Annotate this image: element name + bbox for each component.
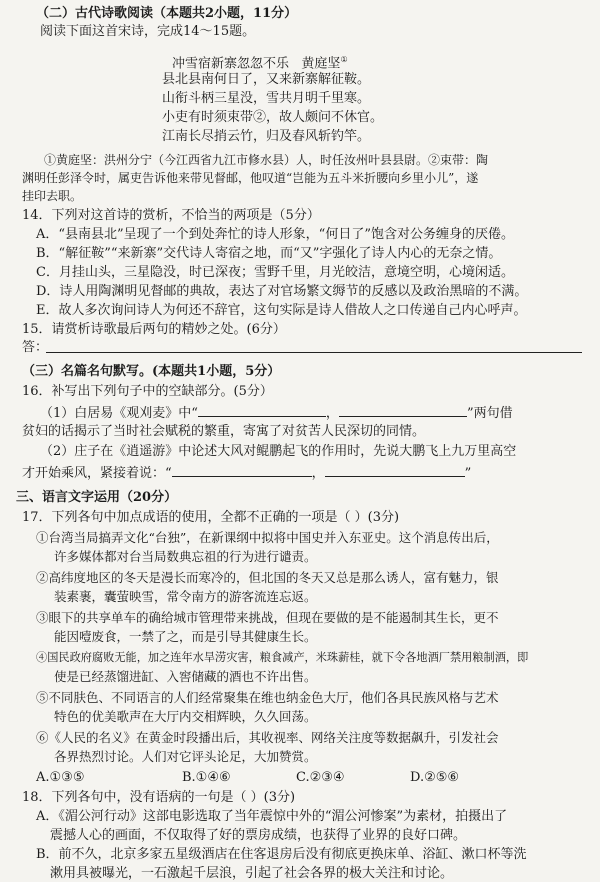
q17-option-a[interactable]: A.①③⑤ — [36, 770, 85, 785]
q16-part-1-line — [40, 404, 513, 422]
q18-option-b-line-1: B．前不久，北京多家五星级酒店在住客退房后没有彻底更换床单、浴缸、漱口杯等洗 — [36, 847, 527, 862]
q16-part-1-suffix: ”两句借 — [466, 406, 513, 421]
q14-option-c: C．月挂山头，三星隐没，时已深夜；雪野千里，月光皎洁，意境空明，心境闲适。 — [36, 265, 514, 280]
poem-title: 冲雪宿新寨忽忽不乐 — [172, 56, 290, 72]
q16-part-1-comma: ， — [325, 406, 339, 421]
poem-line-4: 江南长尽捎云竹，归及春风斩钓竿。 — [162, 129, 371, 144]
q14-option-a: A．“县南县北”呈现了一个到处奔忙的诗人形象，“何日了”饱含对公务缠身的厌倦。 — [36, 227, 514, 242]
poem-note-line-1: ①黄庭坚：洪州分宁（今江西省九江市修水县）人，时任汝州叶县县尉。②束带：陶 — [44, 153, 489, 167]
question-18-stem: 18．下列各句中，没有语病的一句是（ ）(3分) — [22, 790, 296, 805]
q17-item-1-line-1: ①台湾当局搞弄文化“台独”，在新课纲中拟将中国史并入东亚史。这个消息传出后， — [36, 530, 499, 545]
q17-item-4-line-1: ④国民政府腐败无能，加之连年水旱涝灾害，粮食减产，米珠薪桂，就下令各地酒厂禁用粮制酒，即 — [36, 651, 529, 664]
q14-option-b: B．“解征鞍”“来新寨”交代诗人寄宿之地，而“又”字强化了诗人内心的无奈之情。 — [36, 246, 502, 261]
section-2-title: （二）古代诗歌阅读（本题共2小题，11分） — [36, 6, 298, 21]
q16-part-2-comma: ， — [311, 466, 325, 481]
poem-line-1: 县北县南何日了，又来新寨解征鞍。 — [162, 72, 371, 87]
q17-item-3-line-2: 能因噎废食，一禁了之，而是引导其健康生长。 — [54, 629, 317, 644]
poem-note-line-3: 挂印去职。 — [22, 189, 83, 203]
q17-item-6-line-2: 各界热烈讨论。人们对它评头论足，大加赞赏。 — [54, 749, 317, 764]
q17-item-1-line-2: 许多媒体都对台当局数典忘祖的行为进行谴责。 — [54, 549, 317, 564]
q17-item-5-line-2: 特色的优美歌声在大厅内交相辉映，久久回荡。 — [54, 709, 317, 724]
question-16-stem: 16．补写出下列句子中的空缺部分。(5分） — [22, 384, 273, 399]
q16-part-2-cont — [22, 464, 471, 482]
q16-part-2-line: （2）庄子在《逍遥游》中论述大风对鲲鹏起飞的作用时，先说大鹏飞上九万里高空 — [40, 444, 517, 459]
q17-item-2-line-2: 装素裹，囊萤映雪，常令南方的游客流连忘返。 — [54, 589, 317, 604]
q16-part-1-cont: 贫妇的话揭示了当时社会赋税的繁重，寄寓了对贫苦人民深切的同情。 — [22, 424, 426, 439]
poem-line-3: 小吏有时须束带②，故人颇问不休官。 — [162, 110, 384, 125]
section-3-title: （三）名篇名句默写。(本题共1小题，5分） — [22, 364, 281, 379]
q17-item-5-line-1: ⑤不同肤色、不同语言的人们经常聚集在维也纳金色大厅，他们各具民族风格与艺术 — [36, 690, 499, 705]
q16-part-2-prefix: 才开始乘风，紧接着说：“ — [22, 466, 172, 481]
q18-option-a-line-1: A．《湄公河行动》这部电影选取了当年震惊中外的“湄公河惨案”为素材，拍摄出了 — [36, 809, 508, 824]
q16-blank-3[interactable] — [172, 464, 312, 477]
q17-options — [36, 770, 459, 786]
q17-item-4-line-2: 使是已经蒸馏进缸、入窖储藏的酒也不许出售。 — [54, 669, 317, 684]
poem-author: 黄庭坚 — [301, 56, 341, 72]
q18-option-a-line-2: 震撼人心的画面，不仅取得了好的票房成绩，也获得了业界的良好口碑。 — [50, 828, 467, 843]
question-15-stem: 15．请赏析诗歌最后两句的精妙之处。(6分） — [22, 322, 286, 337]
q18-option-b-line-2: 漱用具被曝光，一石激起千层浪，引起了社会各界的极大关注和讨论。 — [50, 866, 454, 881]
q17-item-3-line-1: ③眼下的共享单车的确给城市管理带来挑战，但现在要做的是不能遏制其生长，更不 — [36, 610, 499, 625]
poem-note-line-2: 渊明任彭泽令时，属吏告诉他来带见督邮，他叹道“岂能为五斗米折腰向乡里小儿”，遂 — [22, 171, 479, 185]
q17-option-b[interactable]: B.①④⑥ — [182, 770, 231, 785]
q16-blank-2[interactable] — [339, 404, 467, 417]
q17-option-d[interactable]: D.②⑤⑥ — [410, 770, 460, 785]
section-2-intro: 阅读下面这首宋诗，完成14～15题。 — [40, 24, 256, 39]
q15-answer-label: 答： — [22, 340, 49, 355]
q16-part-1-prefix: （1）白居易《观刈麦》中“ — [40, 406, 198, 421]
q16-blank-4[interactable] — [325, 464, 465, 477]
part-3-title: 三、语言文字运用（20分） — [16, 490, 178, 505]
q17-item-2-line-1: ②高纬度地区的冬天是漫长而寒冷的，但北国的冬天又总是那么诱人，富有魅力，银 — [36, 570, 499, 585]
question-14-stem: 14．下列对这首诗的赏析，不恰当的两项是（5分） — [22, 208, 320, 223]
poem-title-line — [172, 52, 348, 72]
question-17-stem: 17．下列各句中加点成语的使用，全都不正确的一项是（ ）(3分) — [22, 510, 400, 525]
poem-line-2: 山衔斗柄三星没，雪共月明千里寒。 — [162, 91, 371, 106]
q17-item-6-line-1: ⑥《人民的名义》在黄金时段播出后，其收视率、网络关注度等数据飙升，引发社会 — [36, 730, 499, 745]
q14-option-e: E．故人多次询问诗人为何还不辞官，这句实际是诗人借故人之口传递自己内心呼声。 — [36, 303, 527, 318]
q17-option-c[interactable]: C.②③④ — [296, 770, 345, 785]
q15-answer-line[interactable] — [46, 352, 582, 353]
poem-author-note-mark: ① — [340, 55, 348, 64]
q16-part-2-suffix: ” — [464, 466, 472, 481]
q16-blank-1[interactable] — [198, 404, 326, 417]
q14-option-d: D．诗人用陶渊明见督邮的典故，表达了对官场繁文缛节的反感以及政治黑暗的不满。 — [36, 284, 528, 299]
